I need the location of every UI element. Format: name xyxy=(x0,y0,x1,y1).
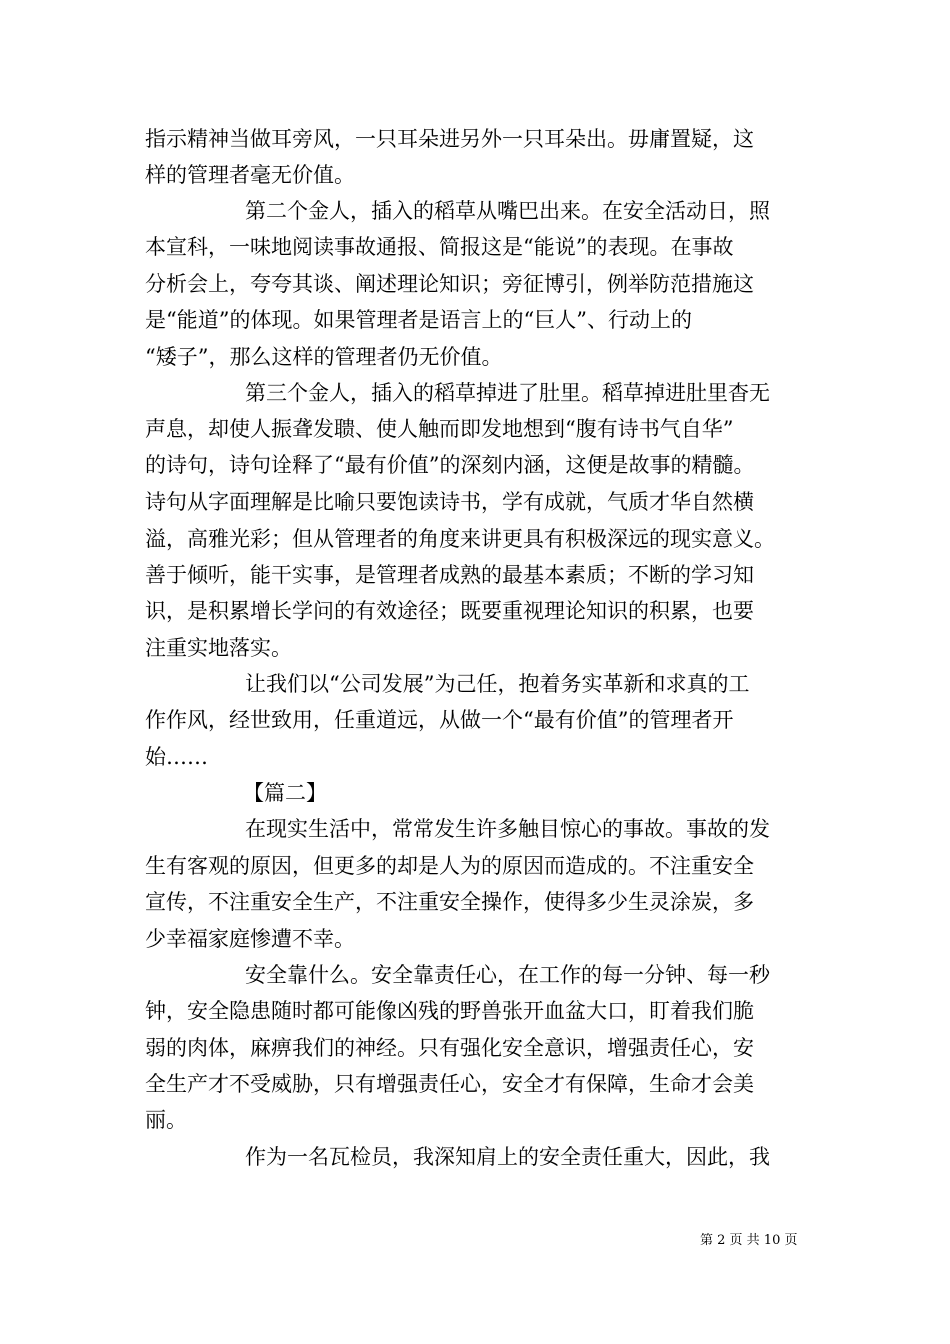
text-line: 的诗句，诗句诠释了“最有价值”的深刻内涵，这便是故事的精髓。 xyxy=(145,453,755,477)
text-line: 生有客观的原因，但更多的却是人为的原因而造成的。不注重安全 xyxy=(145,854,754,878)
text-line: 丽。 xyxy=(145,1108,187,1132)
text-line: 始…… xyxy=(145,745,208,769)
text-line: 弱的肉体，麻痹我们的神经。只有强化安全意识，增强责任心，安 xyxy=(145,1036,754,1060)
text-line: 少幸福家庭惨遭不幸。 xyxy=(145,927,355,951)
text-line: 宣传，不注重安全生产，不注重安全操作，使得多少生灵涂炭，多 xyxy=(145,890,754,914)
text-line: 第二个金人，插入的稻草从嘴巴出来。在安全活动日，照 xyxy=(245,199,770,223)
text-line: 识，是积累增长学问的有效途径；既要重视理论知识的积累，也要 xyxy=(145,599,754,623)
section-heading: 【篇二】 xyxy=(243,781,327,805)
page-number-footer: 第 2 页 共 10 页 xyxy=(700,1233,798,1248)
text-line: 第三个金人，插入的稻草掉进了肚里。稻草掉进肚里杳无 xyxy=(245,381,770,405)
text-line: 本宣科，一味地阅读事故通报、简报这是“能说”的表现。在事故 xyxy=(145,235,734,259)
text-line: 指示精神当做耳旁风，一只耳朵进另外一只耳朵出。毋庸置疑，这 xyxy=(145,127,754,151)
text-line: 让我们以“公司发展”为己任，抱着务实革新和求真的工 xyxy=(245,672,750,696)
text-line: 在现实生活中，常常发生许多触目惊心的事故。事故的发 xyxy=(245,817,770,841)
text-line: 样的管理者毫无价值。 xyxy=(145,163,355,187)
text-line: 善于倾听，能干实事，是管理者成熟的最基本素质；不断的学习知 xyxy=(145,563,754,587)
text-line: 是“能道”的体现。如果管理者是语言上的“巨人”、行动上的 xyxy=(145,308,692,332)
text-line: 钟，安全隐患随时都可能像凶残的野兽张开血盆大口，盯着我们脆 xyxy=(145,999,754,1023)
text-line: 注重实地落实。 xyxy=(145,636,292,660)
text-line: 作作风，经世致用，任重道远，从做一个“最有价值”的管理者开 xyxy=(145,708,734,732)
text-line: “矮子”，那么这样的管理者仍无价值。 xyxy=(145,345,503,369)
text-line: 安全靠什么。安全靠责任心，在工作的每一分钟、每一秒 xyxy=(245,963,770,987)
text-line: 全生产才不受威胁，只有增强责任心，安全才有保障，生命才会美 xyxy=(145,1072,754,1096)
text-line: 声息，却使人振聋发聩、使人触而即发地想到“腹有诗书气自华” xyxy=(145,417,734,441)
text-line: 分析会上，夸夸其谈、阐述理论知识；旁征博引，例举防范措施这 xyxy=(145,272,754,296)
text-line: 作为一名瓦检员，我深知肩上的安全责任重大，因此，我 xyxy=(245,1145,770,1169)
text-line: 溢，高雅光彩；但从管理者的角度来讲更具有积极深远的现实意义。 xyxy=(145,527,775,551)
text-line: 诗句从字面理解是比喻只要饱读诗书，学有成就，气质才华自然横 xyxy=(145,490,754,514)
